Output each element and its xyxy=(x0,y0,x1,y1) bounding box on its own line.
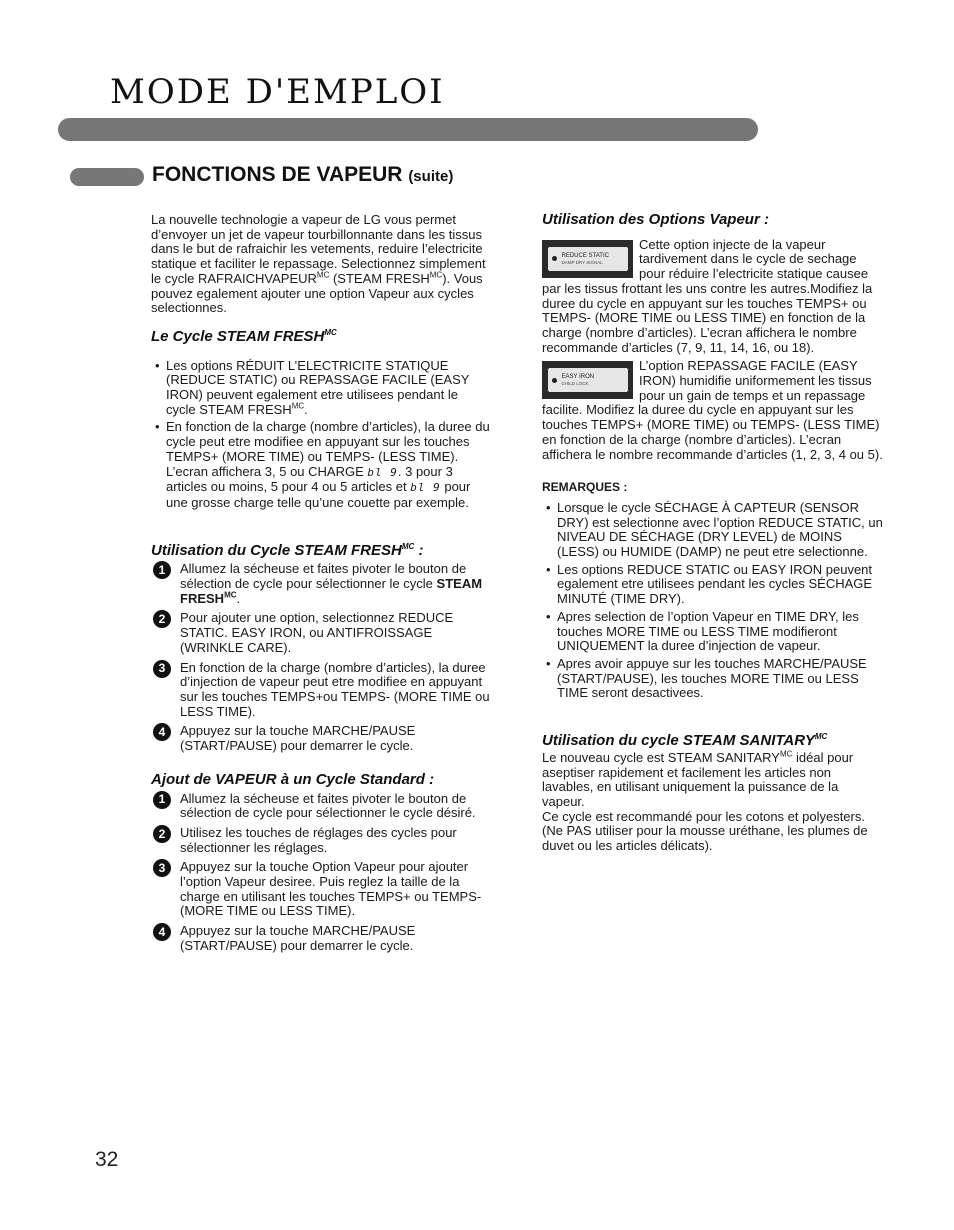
option-reduce-static xyxy=(542,238,884,356)
page-title: MODE D'EMPLOI xyxy=(110,72,445,112)
lcd-display-text: bl 9 xyxy=(410,481,441,495)
remarks-list xyxy=(542,501,884,701)
step-number-badge: 1 xyxy=(153,561,171,579)
easy-iron-panel-image xyxy=(542,361,633,399)
steam-fresh-bullets xyxy=(151,359,491,511)
panel-sublabel: DAMP DRY SIGNAL xyxy=(561,259,603,265)
step-number-badge: 3 xyxy=(153,660,171,678)
bullet-text-b: . 3 pour 3 articles ou moins, 5 pour 4 ou 5 articles et xyxy=(166,463,453,495)
section-title-suite: (suite) xyxy=(408,168,454,185)
mc-mark: MC xyxy=(401,541,415,551)
step-text: Allumez la sécheuse et faites pivoter le bouton de sélection de cycle pour sélectionner le cycle désiré. xyxy=(180,790,476,821)
heading-colon: : xyxy=(414,541,424,559)
option-description: L’option REPASSAGE FACILE (EASY IRON) humidifie uniformement les tissus pour un gain de temps et un repassage facilite. Modifiez la duree du cycle en appuyant sur les touches TEMPS+ (MORE TIME) ou TEMPS- (LESS TIME) en fonction de la charge (nombre d’articles). L’ecran affichera le nombre recommande d’articles (1, 2, 3, 4 ou 5). xyxy=(542,358,883,462)
step-text: Pour ajouter une option, selectionnez REDUCE STATIC. EASY IRON, ou ANTIFROISSAGE (WRINKLE CARE). xyxy=(180,610,454,655)
mc-mark: MC xyxy=(291,401,305,411)
sanitary-text-b: idéal pour aseptiser rapidement et facilement les articles non lavables, en utilisant uniquement la puissance de la vapeur. xyxy=(542,749,854,809)
mc-mark: MC xyxy=(429,270,443,280)
heading-text: Le Cycle STEAM FRESH xyxy=(151,327,325,345)
step-item xyxy=(153,924,491,953)
indicator-dot-icon xyxy=(552,378,557,383)
mc-mark: MC xyxy=(779,749,793,759)
bullet-item xyxy=(151,359,491,418)
indicator-dot-icon xyxy=(552,256,557,261)
heading-colon: : xyxy=(424,770,435,788)
panel-sublabel: CHILD LOCK xyxy=(561,381,589,387)
panel-label: REDUCE STATIC xyxy=(561,252,609,259)
intro-paragraph xyxy=(151,213,491,316)
heading-text: Utilisation du Cycle STEAM FRESH xyxy=(151,541,402,559)
mc-mark: MC xyxy=(224,590,237,600)
sanitary-warning: (Ne PAS utiliser pour la mousse uréthane, les plumes de duvet ou les articles délicats). xyxy=(542,823,868,854)
heading-text: Utilisation des Options Vapeur xyxy=(542,211,760,228)
left-column xyxy=(151,213,491,959)
bullet-text: Les options RÉDUIT L’ELECTRICITE STATIQUE (REDUCE STATIC) ou REPASSAGE FACILE (EASY IRON) peuvent egalement etre utilisees pendant le cycle STEAM FRESH xyxy=(166,357,470,417)
step-text: Appuyez sur la touche MARCHE/PAUSE (START/PAUSE) pour demarrer le cycle. xyxy=(180,723,416,754)
step-item xyxy=(153,562,491,606)
heading-using-steam-fresh xyxy=(151,541,491,559)
step-item xyxy=(153,826,491,855)
bullet-text: En fonction de la charge (nombre d’articles), la duree du cycle peut etre modifiee en appuyant sur les touches TEMPS+ (MORE TIME) ou TEMPS- (LESS TIME). L’ecran affichera 3, 5 ou CHARGE xyxy=(166,419,490,479)
step-number-badge: 2 xyxy=(153,610,171,628)
bullet-end: . xyxy=(304,401,308,417)
section-title-text: FONCTIONS DE VAPEUR xyxy=(152,163,403,186)
mc-mark: MC xyxy=(324,327,337,337)
step-number-badge: 2 xyxy=(153,825,171,843)
step-number-badge: 3 xyxy=(153,859,171,877)
remark-item: • Apres selection de l’option Vapeur en TIME DRY, les touches MORE TIME ou LESS TIME modifieront UNIQUEMENT la duree d’injection de vapeur. xyxy=(542,610,884,654)
intro-text: La nouvelle technologie a vapeur de LG vous permet d’envoyer un jet de vapeur tourbillonnante dans les tissus dans le but de rafraichir les vetements, reduire l’electricite statique et faciliter le repassage. Selectionnez simplement le cycle RAFRAICHVAPEUR xyxy=(151,212,486,286)
heading-steam-options xyxy=(542,213,884,228)
step-text: Appuyez sur la touche MARCHE/PAUSE (START/PAUSE) pour demarrer le cycle. xyxy=(180,923,416,953)
heading-add-steam xyxy=(151,770,491,788)
remark-item: • Apres avoir appuye sur les touches MARCHE/PAUSE (START/PAUSE), les touches MORE TIME ou LESS TIME seront desactivees. xyxy=(542,657,884,701)
section-marker xyxy=(70,168,144,186)
intro-text-b: (STEAM FRESH xyxy=(329,270,430,286)
step-item xyxy=(153,724,491,753)
lcd-display-text: bl 9 xyxy=(367,465,398,479)
right-column xyxy=(542,213,884,854)
mc-mark: MC xyxy=(316,270,330,280)
step-end: . xyxy=(236,590,241,606)
remark-item: • Les options REDUCE STATIC ou EASY IRON peuvent egalement etre utilisees pendant les cycles SÉCHAGE MINUTÉ (TIME DRY). xyxy=(542,563,884,607)
step-bold-text: STEAM FRESH xyxy=(180,576,483,606)
header-bar xyxy=(58,118,758,141)
panel-label: EASY IRON xyxy=(561,374,595,381)
step-number-badge: 1 xyxy=(153,791,171,809)
heading-steam-sanitary xyxy=(542,734,884,749)
heading-text: Utilisation du cycle STEAM SANITARY xyxy=(542,732,815,750)
bullet-item xyxy=(151,420,491,510)
step-number-badge: 4 xyxy=(153,923,171,941)
heading-text: Ajout de VAPEUR à un Cycle Standard xyxy=(151,770,425,788)
remark-item: • Lorsque le cycle SÉCHAGE À CAPTEUR (SENSOR DRY) est selectionne avec l’option REDUCE STATIC, un NIVEAU DE SÉCHAGE (DRY LEVEL) de MOINS (LESS) ou HUMIDE (DAMP) ne peut etre selectionne. xyxy=(542,501,884,560)
option-easy-iron xyxy=(542,359,884,462)
mc-mark: MC xyxy=(814,732,828,742)
remarks-heading: REMARQUES : xyxy=(542,480,628,495)
step-item xyxy=(153,661,491,720)
step-item xyxy=(153,860,491,919)
step-text: En fonction de la charge (nombre d’articles), la duree d’injection de vapeur peut etre modifiee en appuyant sur les touches TEMPS+ou TEMPS- (MORE TIME ou LESS TIME). xyxy=(180,659,490,719)
step-item xyxy=(153,792,491,821)
page-number: 32 xyxy=(95,1148,119,1171)
sanitary-text: Le nouveau cycle est STEAM SANITARY xyxy=(542,749,780,765)
reduce-static-panel-image xyxy=(542,240,633,278)
sanitary-recommendation: Ce cycle est recommandé pour les cotons et polyesters. xyxy=(542,808,865,824)
step-text: Utilisez les touches de réglages des cycles pour sélectionner les réglages. xyxy=(180,824,457,855)
bullet-text-c: pour une grosse charge telle qu’une couette par exemple. xyxy=(166,479,471,510)
step-text: Allumez la sécheuse et faites pivoter le bouton de sélection de cycle pour sélectionner le cycle xyxy=(180,561,467,592)
heading-steam-fresh-cycle xyxy=(151,327,491,345)
sanitary-paragraph xyxy=(542,751,884,810)
intro-text-c: ). Vous pouvez egalement ajouter une option Vapeur aux cycles selectionnes. xyxy=(151,270,483,316)
heading-colon: : xyxy=(759,211,769,228)
option-description: Cette option injecte de la vapeur tardivement dans le cycle de sechage pour réduire l’electricite statique causee par les tissus frottant les uns contre les autres.Modifiez la duree du cycle en appuyant sur les touches TEMPS+ ou TEMPS- (MORE TIME ou LESS TIME) en fonction de la charge (nombre d’articles). L’ecran affichera le nombre recommande d’articles (7, 9, 11, 14, 16, ou 18). xyxy=(542,236,873,355)
step-number-badge: 4 xyxy=(153,723,171,741)
step-item xyxy=(153,611,491,655)
section-title xyxy=(152,163,453,187)
step-text: Appuyez sur la touche Option Vapeur pour ajouter l’option Vapeur desiree. Puis reglez la taille de la charge en utilisant les touches TEMPS+ ou TEMPS- (MORE TIME ou LESS TIME). xyxy=(180,859,482,919)
